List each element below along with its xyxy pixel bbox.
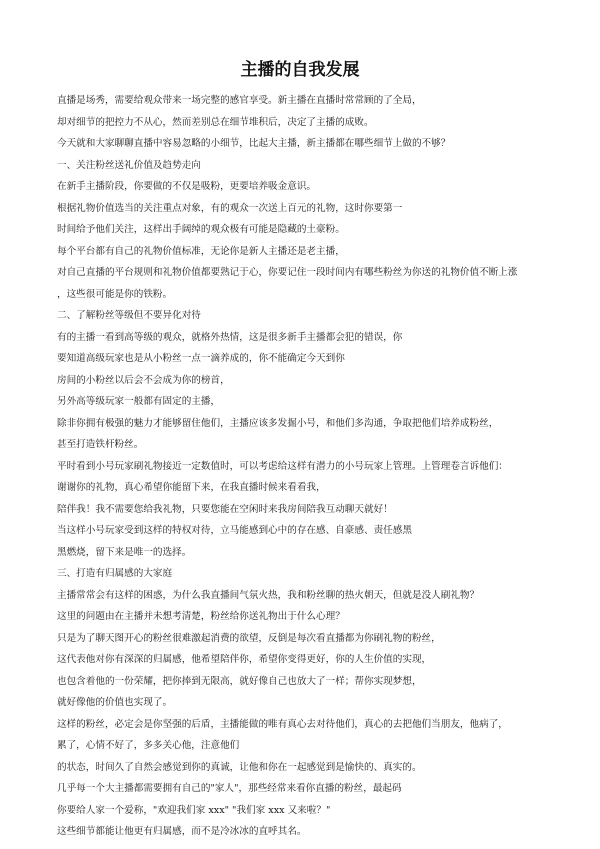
text-line: 就好像他的价值也实现了。 xyxy=(57,697,173,708)
text-line: 这里的问题由在主播并未想考清楚，粉丝给你送礼物出于什么心理？ xyxy=(57,611,345,622)
text-line: 直播是场秀，需要给观众带来一场完整的感官享受。新主播在直播时常常顾的了全局， xyxy=(57,95,422,106)
text-line: 黑燃烧，留下来是唯一的选择。 xyxy=(57,546,192,558)
text-line: 这样的粉丝，必定会是你坚强的后盾，主播能做的唯有真心去对待他们，真心的去把他们当朋友，他病了， xyxy=(57,718,508,730)
text-line: 每个平台都有自己的礼物价值标准，无论你是新人主播还是老主播， xyxy=(57,245,345,257)
text-line: 在新手主播阶段，你要做的不仅是吸粉，更要培养吸金意识。 xyxy=(57,181,317,192)
section-heading: 一、关注粉丝送礼价值及趋势走向 xyxy=(57,159,201,171)
text-line: 这代表他对你有深深的归属感，他希望陪伴你，希望你变得更好，你的人生价值的实现， xyxy=(57,654,432,665)
section-heading: 二、了解粉丝等级但不要异化对待 xyxy=(57,310,201,321)
text-line: 陪伴我！我不需要您给我礼物，只要您能在空闲时来我房间陪我互动聊天就好！ xyxy=(57,503,393,515)
text-line: 房间的小粉丝以后会不会成为你的榜首， xyxy=(57,374,230,386)
text-line: 累了，心情不好了，多多关心他，注意他们 xyxy=(57,740,240,751)
text-line: 却对细节的把控力不从心，然而差别总在细节堆积后，决定了主播的成败。 xyxy=(57,116,374,128)
document-title: 主播的自我发展 xyxy=(240,60,360,80)
text-line: 根据礼物价值选当的关注重点对象，有的观众一次送上百元的礼物，这时你要第一 xyxy=(57,202,403,214)
text-line: 另外高等级玩家一般都有固定的主播， xyxy=(57,396,221,407)
text-line: 谢谢你的礼物，真心希望你能留下来，在我直播时候来看看我， xyxy=(57,482,326,493)
text-line: 平时看到小号玩家刷礼物接近一定数值时，可以考虑给这样有潜力的小号玩家上管理。上管理卷言诉他们： xyxy=(57,460,508,472)
text-line: 对自己直播的平台规则和礼物价值都要熟记于心，你要记住一段时间内有哪些粉丝为你送的礼物价值不断上涨 xyxy=(57,267,518,278)
text-line: 的状态，时间久了自然会感觉到你的真诚，让他和你在一起感觉到是愉快的、真实的。 xyxy=(57,761,422,773)
text-line: 主播常常会有这样的困惑，为什么我直播间气氛火热，我和粉丝聊的热火朝天，但就是没人刷礼物？ xyxy=(57,589,480,601)
document-body xyxy=(57,90,557,843)
text-line: 今天就和大家聊聊直播中容易忽略的小细节，比起大主播，新主播都在哪些细节上做的不够？ xyxy=(57,138,451,149)
text-line: 甚至打造铁杆粉丝。 xyxy=(57,439,144,450)
text-line: 几乎每一个大主播都需要拥有自己的"家人"，那些经常来看你直播的粉丝，最起码 xyxy=(57,783,402,794)
text-line: ，这些很可能是你的铁粉。 xyxy=(57,288,173,300)
text-line: 也包含着他的一份荣耀，把你捧到无限高，就好像自己也放大了一样；帮你实现梦想， xyxy=(57,675,422,687)
text-line: 有的主播一看到高等级的观众，就格外热情，这是很多新手主播都会犯的错误，你 xyxy=(57,331,403,343)
text-line: 这些细节都能让他更有归属感，而不是冷冰冰的直呼其名。 xyxy=(57,826,307,837)
text-line: 只是为了聊天图开心的粉丝很难激起消费的欲望，反倒是每次看直播都为你刷礼物的粉丝， xyxy=(57,632,441,644)
text-line: 你要给人家一个爱称，"欢迎我们家 xxx" "我们家 xxx 又来啦？" xyxy=(57,804,331,816)
text-line: 时间给予他们关注，这样出手阔绰的观众极有可能是隐藏的土豪粉。 xyxy=(57,224,345,235)
text-line: 当这样小号玩家受到这样的特权对待，立马能感到心中的存在感、自豪感、责任感黑 xyxy=(57,525,412,536)
text-line: 要知道高级玩家也是从小粉丝一点一滴养成的，你不能确定今天到你 xyxy=(57,353,345,364)
text-line: 除非你拥有极强的魅力才能够留住他们，主播应该多发掘小号，和他们多沟通，争取把他们培养成粉丝， xyxy=(57,417,499,429)
section-heading: 三、打造有归属感的大家庭 xyxy=(57,568,173,579)
